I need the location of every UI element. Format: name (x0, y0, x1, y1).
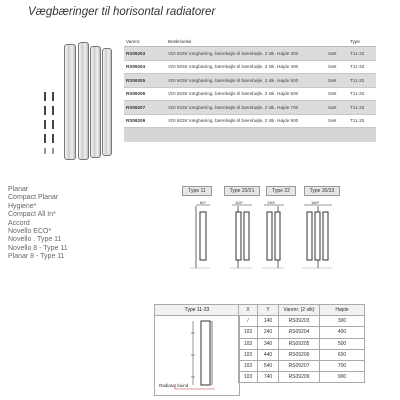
table-row: 103 740 RS09209 900 (239, 372, 365, 383)
dim-type-11: 80* (200, 200, 207, 205)
type-20-panel-a (236, 212, 241, 260)
radiator-model-list (8, 186, 68, 262)
tab-type-22: Type 22 (266, 186, 296, 196)
type-20-panel-b (244, 212, 249, 260)
dimension-table (238, 304, 365, 383)
table-row: 103 440 RS09206 600 (239, 349, 365, 360)
bracket-image-3 (90, 46, 101, 158)
product-table (124, 36, 376, 142)
tab-type-20-21: Type 20/21 (224, 186, 260, 196)
table-row: / 140 RS09203 300 (239, 316, 365, 327)
table-row: RS09209 VDI 6036 Vægbæring, bærebøjle til bærebøjle, 2 stk. Højde 900 Sæt T11-33 (124, 114, 376, 128)
bracket-diagram-box (154, 315, 240, 396)
bracket-image-4 (102, 48, 112, 156)
list-item: Compact Planar (8, 194, 59, 202)
table-row: 103 340 RS09205 500 (239, 338, 365, 349)
tab-type-30-33: Type 30/33 (304, 186, 340, 196)
list-item: Novello 8 - Type 11 (8, 244, 68, 252)
col-desc: Beskrivelse (166, 36, 326, 47)
type-33-panel-a (307, 212, 312, 260)
list-item: Novello ECO* (8, 228, 52, 236)
bracket-image-2 (78, 42, 89, 160)
bracket-diagram (155, 315, 239, 395)
type-33-panel-b (315, 212, 320, 260)
dim-type-22: 130* (267, 200, 276, 205)
tab-type-11: Type 11 (182, 186, 212, 196)
type-11-33-header: Type 11-33 (154, 304, 240, 316)
dimension-table-header: X Y Varenr. (2 stk) Højde (239, 305, 365, 316)
col-type: Type (348, 36, 376, 47)
list-item: Hygiene* (8, 202, 37, 210)
list-item: Accord (8, 219, 30, 227)
table-row: RS09205 VDI 6036 Vægbæring, bærebøjle til bærebøjle, 2 stk. Højde 500 Sæt T11-33 (124, 74, 376, 88)
product-table-header (124, 36, 376, 47)
table-row: 103 240 RS09204 400 (239, 327, 365, 338)
table-row: RS09207 VDI 6036 Vægbæring, bærebøjle til bærebøjle, 2 stk. Højde 700 Sæt T11-33 (124, 101, 376, 115)
type-diagrams (180, 200, 360, 280)
list-item: Novello . Type 11 (8, 236, 62, 244)
type-33-panel-c (323, 212, 328, 260)
table-row: RS09206 VDI 6036 Vægbæring, bærebøjle til bærebøjle, 2 stk. Højde 600 Sæt T11-33 (124, 87, 376, 101)
col-unit (326, 36, 348, 47)
radiator-label: Radiator buind (159, 383, 189, 388)
dim-type-33: 180* (311, 200, 320, 205)
bracket-image-1 (64, 44, 76, 160)
type-11-panel (200, 212, 206, 260)
table-row: 103 540 RS09207 700 (239, 360, 365, 371)
table-footer-bar (124, 128, 376, 143)
table-row: RS09203 VDI 6036 Vægbæring, bærebøjle til bærebøjle, 2 stk. Højde 300 Sæt T11-33 (124, 47, 376, 61)
table-row: RS09204 VDI 6036 Vægbæring, bærebøjle til bærebøjle, 2 stk. Højde 400 Sæt T11-33 (124, 60, 376, 74)
type-22-panel-b (275, 212, 280, 260)
col-vare: Varenr. (124, 36, 166, 47)
list-item: Compact All In* (8, 211, 56, 219)
list-item: Planar (8, 186, 29, 193)
type-22-panel-a (267, 212, 272, 260)
page-title: Vægbæringer til horisontal radiatorer (28, 6, 216, 18)
dim-type-20: 115* (235, 200, 243, 205)
list-item: Planar 8 - Type 11 (8, 253, 65, 261)
